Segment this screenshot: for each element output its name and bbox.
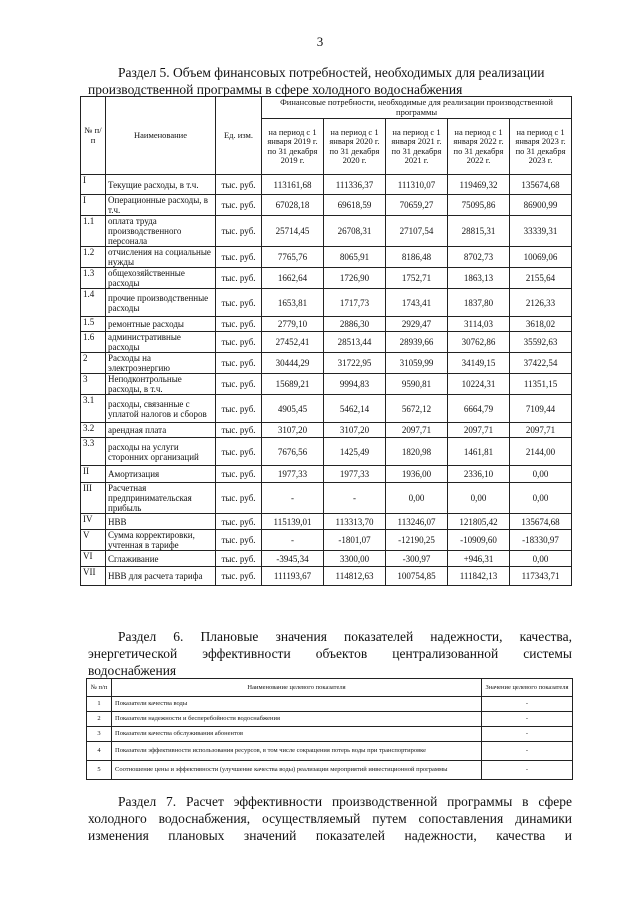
row-value: 5462,14 <box>324 395 386 423</box>
table-row <box>87 712 573 727</box>
row-name: отчисления на социальные нужды <box>106 247 216 268</box>
col-header-name: Наименование целевого показателя <box>112 679 482 697</box>
row-name: оплата труда производственного персонала <box>106 216 216 247</box>
row-name: ремонтные расходы <box>106 317 216 332</box>
row-name: Неподконтрольные расходы, в т.ч. <box>106 374 216 395</box>
row-value: 135674,68 <box>510 514 572 530</box>
row-value: -3945,34 <box>262 551 324 567</box>
row-value: 135674,68 <box>510 175 572 195</box>
col-header-value: Значение целевого показателя <box>482 679 573 697</box>
row-unit: тыс. руб. <box>216 247 262 268</box>
row-value: 7109,44 <box>510 395 572 423</box>
row-number: II <box>81 466 106 483</box>
row-number: I <box>81 175 106 195</box>
row-name: Расчетная предпринимательская прибыль <box>106 483 216 514</box>
row-value: 8186,48 <box>386 247 448 268</box>
row-name: общехозяйственные расходы <box>106 268 216 289</box>
row-value: 9590,81 <box>386 374 448 395</box>
row-value: 27107,54 <box>386 216 448 247</box>
row-value: 113246,07 <box>386 514 448 530</box>
table-row <box>87 742 573 761</box>
table-row <box>87 727 573 742</box>
row-name: арендная плата <box>106 423 216 438</box>
table-row <box>87 761 573 780</box>
col-header-period: на период с 1 января 2019 г. по 31 декабря 2019 г. <box>262 119 324 175</box>
row-name: Операционные расходы, в т.ч. <box>106 195 216 216</box>
row-unit: тыс. руб. <box>216 567 262 586</box>
row-value: 3107,20 <box>262 423 324 438</box>
row-number: I <box>81 195 106 216</box>
row-number: 5 <box>87 761 112 780</box>
row-name: Показатели эффективности использования ресурсов, в том числе сокращения потерь воды при транспортировке <box>112 742 482 761</box>
row-value: 111310,07 <box>386 175 448 195</box>
row-value: 114812,63 <box>324 567 386 586</box>
row-value: 28815,31 <box>448 216 510 247</box>
row-number: 1.2 <box>81 247 106 268</box>
row-name: НВВ для расчета тарифа <box>106 567 216 586</box>
row-value: 30762,86 <box>448 332 510 353</box>
section7-heading <box>88 793 572 844</box>
table-row <box>81 530 572 551</box>
row-value: 1717,73 <box>324 289 386 317</box>
row-name: расходы на услуги сторонних организаций <box>106 438 216 466</box>
row-value: 7765,76 <box>262 247 324 268</box>
row-value: - <box>482 761 573 780</box>
row-value: 35592,63 <box>510 332 572 353</box>
section6-heading-line1: Раздел 6. Плановые значения показателей надежности, качества, <box>118 629 572 644</box>
col-header-num: № п/п <box>87 679 112 697</box>
row-value: 2336,10 <box>448 466 510 483</box>
table-row <box>81 289 572 317</box>
row-value: 3618,02 <box>510 317 572 332</box>
row-unit: тыс. руб. <box>216 483 262 514</box>
row-value: 0,00 <box>510 466 572 483</box>
row-value: 7676,56 <box>262 438 324 466</box>
row-value: 2144,00 <box>510 438 572 466</box>
row-unit: тыс. руб. <box>216 332 262 353</box>
row-value: 5672,12 <box>386 395 448 423</box>
col-header-period: на период с 1 января 2021 г. по 31 декабря 2021 г. <box>386 119 448 175</box>
table-row <box>81 247 572 268</box>
row-value: 100754,85 <box>386 567 448 586</box>
row-value: - <box>482 727 573 742</box>
row-name: НВВ <box>106 514 216 530</box>
row-number: 1.4 <box>81 289 106 317</box>
row-value: 10069,06 <box>510 247 572 268</box>
row-value: -10909,60 <box>448 530 510 551</box>
row-value: 2126,33 <box>510 289 572 317</box>
row-number: 4 <box>87 742 112 761</box>
row-value: 111842,13 <box>448 567 510 586</box>
row-value: 2779,10 <box>262 317 324 332</box>
row-unit: тыс. руб. <box>216 353 262 374</box>
row-value: 113313,70 <box>324 514 386 530</box>
row-value: 3300,00 <box>324 551 386 567</box>
table-row <box>81 514 572 530</box>
table-row <box>81 466 572 483</box>
row-number: VI <box>81 551 106 567</box>
row-value: 1820,98 <box>386 438 448 466</box>
row-name: административные расходы <box>106 332 216 353</box>
row-value: 28513,44 <box>324 332 386 353</box>
row-value: 31722,95 <box>324 353 386 374</box>
row-number: V <box>81 530 106 551</box>
row-value: 1936,00 <box>386 466 448 483</box>
row-value: 0,00 <box>386 483 448 514</box>
row-name: Текущие расходы, в т.ч. <box>106 175 216 195</box>
col-header-period: на период с 1 января 2022 г. по 31 декабря 2022 г. <box>448 119 510 175</box>
row-name: Показатели надежности и бесперебойности водоснабжения <box>112 712 482 727</box>
row-value: - <box>324 483 386 514</box>
table-row <box>81 332 572 353</box>
row-name: Показатели качества воды <box>112 697 482 712</box>
row-unit: тыс. руб. <box>216 268 262 289</box>
table-row <box>81 395 572 423</box>
row-value: - <box>482 697 573 712</box>
row-unit: тыс. руб. <box>216 551 262 567</box>
row-value: 111193,67 <box>262 567 324 586</box>
row-unit: тыс. руб. <box>216 216 262 247</box>
col-header-group: Финансовые потребности, необходимые для реализации производственной программы <box>262 97 572 119</box>
row-value: 1461,81 <box>448 438 510 466</box>
row-name: расходы, связанные с уплатой налогов и сборов <box>106 395 216 423</box>
row-unit: тыс. руб. <box>216 395 262 423</box>
row-name: прочие производственные расходы <box>106 289 216 317</box>
row-value: 1743,41 <box>386 289 448 317</box>
row-number: 2 <box>87 712 112 727</box>
row-value: 11351,15 <box>510 374 572 395</box>
row-value: 86900,99 <box>510 195 572 216</box>
row-value: 0,00 <box>448 483 510 514</box>
section7-heading-line2: холодного водоснабжения, осуществляемый путем сопоставления динамики <box>88 811 572 826</box>
row-value: - <box>482 742 573 761</box>
row-value: 37422,54 <box>510 353 572 374</box>
row-name: Сумма корректировки, учтенная в тарифе <box>106 530 216 551</box>
col-header-unit: Ед. изм. <box>216 97 262 175</box>
col-header-period: на период с 1 января 2020 г. по 31 декабря 2020 г. <box>324 119 386 175</box>
row-value: 2886,30 <box>324 317 386 332</box>
row-value: -18330,97 <box>510 530 572 551</box>
row-value: 2929,47 <box>386 317 448 332</box>
row-value: - <box>482 712 573 727</box>
target-indicators-table <box>86 678 573 780</box>
row-value: 1653,81 <box>262 289 324 317</box>
row-value: 6664,79 <box>448 395 510 423</box>
table-row <box>81 317 572 332</box>
row-unit: тыс. руб. <box>216 438 262 466</box>
table-row <box>81 175 572 195</box>
row-name: Расходы на электроэнергию <box>106 353 216 374</box>
row-value: 1977,33 <box>262 466 324 483</box>
row-unit: тыс. руб. <box>216 195 262 216</box>
row-number: 3.2 <box>81 423 106 438</box>
row-unit: тыс. руб. <box>216 317 262 332</box>
row-name: Показатели качества обслуживания абонентов <box>112 727 482 742</box>
row-value: 3107,20 <box>324 423 386 438</box>
section5-heading <box>88 64 572 98</box>
section5-heading-line2: производственной программы в сфере холодного водоснабжения <box>88 82 463 97</box>
col-header-name: Наименование <box>106 97 216 175</box>
row-value: 111336,37 <box>324 175 386 195</box>
row-value: 2097,71 <box>386 423 448 438</box>
row-unit: тыс. руб. <box>216 374 262 395</box>
row-value: 67028,18 <box>262 195 324 216</box>
row-value: 8702,73 <box>448 247 510 268</box>
row-value: 1977,33 <box>324 466 386 483</box>
row-number: III <box>81 483 106 514</box>
row-value: 0,00 <box>510 483 572 514</box>
row-number: 3 <box>81 374 106 395</box>
row-value: 8065,91 <box>324 247 386 268</box>
table-row <box>81 483 572 514</box>
row-value: 117343,71 <box>510 567 572 586</box>
row-value: -1801,07 <box>324 530 386 551</box>
row-value: 113161,68 <box>262 175 324 195</box>
financial-needs-table <box>80 96 572 586</box>
row-value: 3114,03 <box>448 317 510 332</box>
table-row <box>81 551 572 567</box>
row-value: 34149,15 <box>448 353 510 374</box>
row-name: Соотношение цены и эффективности (улучшение качества воды) реализации мероприятий инвестиционной программы <box>112 761 482 780</box>
row-value: 115139,01 <box>262 514 324 530</box>
row-number: 3 <box>87 727 112 742</box>
table-row <box>81 374 572 395</box>
row-value: 15689,21 <box>262 374 324 395</box>
row-value: 33339,31 <box>510 216 572 247</box>
row-value: 70659,27 <box>386 195 448 216</box>
row-value: 10224,31 <box>448 374 510 395</box>
table-row <box>81 353 572 374</box>
col-header-period: на период с 1 января 2023 г. по 31 декабря 2023 г. <box>510 119 572 175</box>
row-value: 75095,86 <box>448 195 510 216</box>
row-value: 31059,99 <box>386 353 448 374</box>
row-value: 1837,80 <box>448 289 510 317</box>
row-value: 9994,83 <box>324 374 386 395</box>
row-value: 121805,42 <box>448 514 510 530</box>
section7-heading-line1: Раздел 7. Расчет эффективности производственной программы в сфере <box>118 794 572 809</box>
col-header-num: № п/п <box>81 97 106 175</box>
row-name: Амортизация <box>106 466 216 483</box>
row-number: VII <box>81 567 106 586</box>
row-value: -12190,25 <box>386 530 448 551</box>
row-value: 25714,45 <box>262 216 324 247</box>
page-number: 3 <box>316 34 324 49</box>
table-row <box>87 697 573 712</box>
row-value: 27452,41 <box>262 332 324 353</box>
row-value: 4905,45 <box>262 395 324 423</box>
row-unit: тыс. руб. <box>216 423 262 438</box>
row-value: -300,97 <box>386 551 448 567</box>
row-value: 1425,49 <box>324 438 386 466</box>
section6-heading <box>88 628 572 679</box>
row-unit: тыс. руб. <box>216 514 262 530</box>
row-value: 2097,71 <box>448 423 510 438</box>
row-number: 1.3 <box>81 268 106 289</box>
section5-heading-line1: Раздел 5. Объем финансовых потребностей, необходимых для реализации <box>118 65 545 80</box>
row-unit: тыс. руб. <box>216 530 262 551</box>
section6-heading-line2: энергетической эффективности объектов централизованной системы <box>88 646 572 661</box>
row-unit: тыс. руб. <box>216 175 262 195</box>
row-value: 26708,31 <box>324 216 386 247</box>
row-number: 1.5 <box>81 317 106 332</box>
row-value: 2097,71 <box>510 423 572 438</box>
row-value: 1752,71 <box>386 268 448 289</box>
table-row <box>81 438 572 466</box>
row-number: IV <box>81 514 106 530</box>
row-value: +946,31 <box>448 551 510 567</box>
table-row <box>81 268 572 289</box>
row-unit: тыс. руб. <box>216 466 262 483</box>
row-value: 1662,64 <box>262 268 324 289</box>
row-value: - <box>262 530 324 551</box>
row-value: 30444,29 <box>262 353 324 374</box>
row-value: 119469,32 <box>448 175 510 195</box>
table-row <box>81 423 572 438</box>
row-name: Сглаживание <box>106 551 216 567</box>
table-row <box>81 195 572 216</box>
row-value: 2155,64 <box>510 268 572 289</box>
row-number: 1 <box>87 697 112 712</box>
row-value: 0,00 <box>510 551 572 567</box>
section7-heading-line3: изменения плановых значений показателей надежности, качества и <box>88 828 572 843</box>
row-number: 2 <box>81 353 106 374</box>
row-value: 1863,13 <box>448 268 510 289</box>
row-unit: тыс. руб. <box>216 289 262 317</box>
row-value: 28939,66 <box>386 332 448 353</box>
row-value: - <box>262 483 324 514</box>
row-value: 1726,90 <box>324 268 386 289</box>
row-number: 3.1 <box>81 395 106 423</box>
table-row <box>81 216 572 247</box>
row-number: 1.1 <box>81 216 106 247</box>
row-number: 3.3 <box>81 438 106 466</box>
table-row <box>81 567 572 586</box>
section6-heading-line3: водоснабжения <box>88 663 177 678</box>
row-value: 69618,59 <box>324 195 386 216</box>
row-number: 1.6 <box>81 332 106 353</box>
